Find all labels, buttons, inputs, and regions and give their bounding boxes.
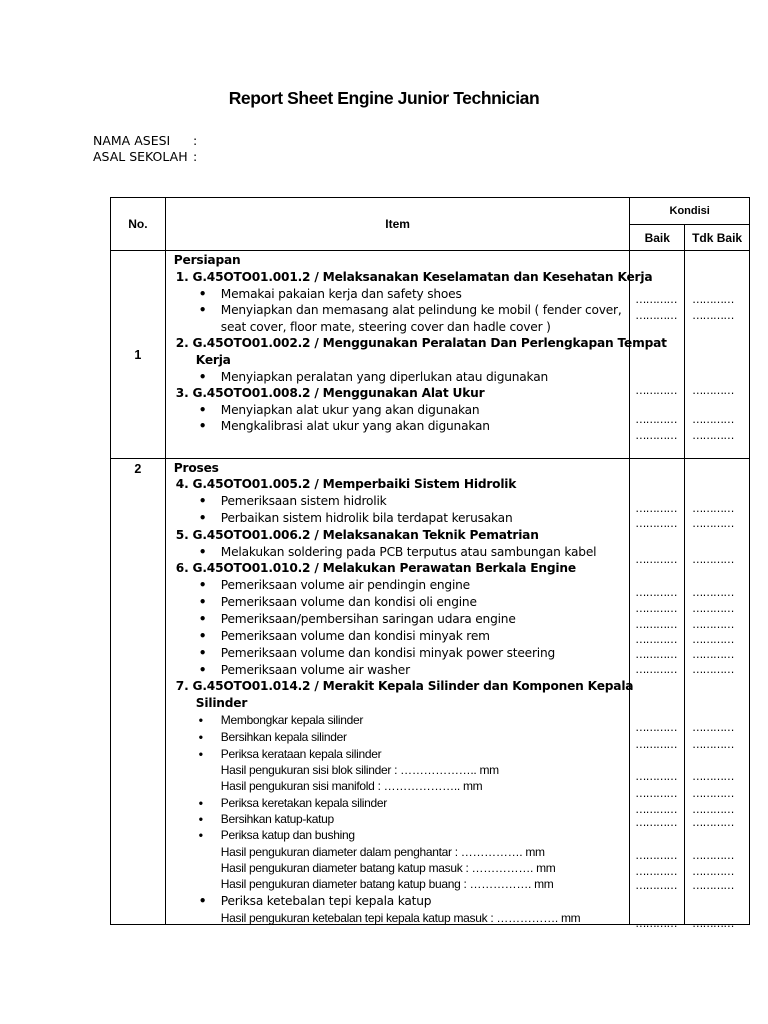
list-item: Kerja [195,353,231,367]
check-baik[interactable]: ………… [635,502,677,515]
check-baik[interactable]: ………… [635,648,677,661]
list-item: • Membongkar kepala silinder [221,713,363,727]
unit-heading: 4. G.45OTO01.005.2 / Memperbaiki Sistem Hidrolik [175,477,517,491]
row-items [165,459,634,925]
list-item: • Menyiapkan dan memasang alat pelindung ke mobil ( fender cover, [221,303,622,317]
check-tdk-baik[interactable]: ………… [692,770,734,783]
tdk-baik-column [685,459,750,930]
list-item: • Memakai pakaian kerja dan safety shoes [221,287,462,301]
baik-column [630,459,685,930]
list-item: Hasil pengukuran sisi blok silinder : ……………….. mm [220,763,499,777]
list-item: Hasil pengukuran diameter batang katup buang : ……………. mm [220,877,554,891]
unit-heading: 1. G.45OTO01.001.2 / Melaksanakan Keselamatan dan Kesehatan Kerja [175,270,653,284]
check-baik[interactable]: ………… [635,517,677,530]
check-baik[interactable]: ………… [635,865,677,878]
check-tdk-baik[interactable]: ………… [692,738,734,751]
check-baik[interactable]: ………… [635,429,677,442]
header-baik: Baik [630,225,685,251]
check-baik[interactable]: ………… [635,917,677,930]
section-label: Proses [173,461,219,475]
check-tdk-baik[interactable]: ………… [692,618,734,631]
list-item: Hasil pengukuran ketebalan tepi kepala katup masuk : ……………. mm [220,911,581,925]
check-tdk-baik[interactable]: ………… [692,721,734,734]
unit-heading: 5. G.45OTO01.006.2 / Melaksanakan Teknik Pematrian [175,528,539,542]
list-item: • Menyiapkan alat ukur yang akan digunakan [221,403,480,417]
header-kondisi: Kondisi [630,198,750,225]
check-tdk-baik[interactable]: ………… [692,309,734,322]
check-tdk-baik[interactable]: ………… [692,803,734,816]
list-item: Hasil pengukuran sisi manifold : ……………….. mm [220,779,483,793]
list-item: • Menyiapkan peralatan yang diperlukan atau digunakan [221,370,548,384]
meta-label: NAMA ASESI [93,133,171,148]
check-baik[interactable]: ………… [635,413,677,426]
check-baik[interactable]: ………… [635,309,677,322]
check-baik[interactable]: ………… [635,384,677,397]
check-baik[interactable]: ………… [635,849,677,862]
list-item: • Pemeriksaan volume air washer [221,663,410,677]
check-baik[interactable]: ………… [635,738,677,751]
list-item: • Pemeriksaan volume air pendingin engine [221,578,470,592]
check-baik[interactable]: ………… [635,816,677,829]
list-item: • Pemeriksaan volume dan kondisi minyak power steering [221,646,555,660]
check-baik[interactable]: ………… [635,787,677,800]
check-tdk-baik[interactable]: ………… [692,865,734,878]
list-item: • Mengkalibrasi alat ukur yang akan digunakan [221,419,490,433]
list-item: • Pemeriksaan volume dan kondisi minyak rem [221,629,490,643]
check-baik[interactable]: ………… [635,586,677,599]
meta-sep: : [193,133,198,148]
section-label: Persiapan [173,253,241,267]
check-tdk-baik[interactable]: ………… [692,384,734,397]
list-item: seat cover, floor mate, steering cover dan hadle cover ) [220,320,551,334]
header-item: Item [165,198,630,251]
check-tdk-baik[interactable]: ………… [692,787,734,800]
list-item: • Periksa ketebalan tepi kepala katup [221,894,432,908]
check-baik[interactable]: ………… [635,803,677,816]
check-baik[interactable]: ………… [635,770,677,783]
list-item: • Periksa katup dan bushing [221,828,355,842]
baik-column [630,251,685,459]
meta-asal-sekolah [93,149,197,164]
check-baik[interactable]: ………… [635,602,677,615]
meta-label: ASAL SEKOLAH [93,149,188,164]
unit-heading: 7. G.45OTO01.014.2 / Merakit Kepala Silinder dan Komponen Kepala [175,679,634,693]
check-baik[interactable]: ………… [635,618,677,631]
list-item: • Bersihkan kepala silinder [221,730,347,744]
check-tdk-baik[interactable]: ………… [692,648,734,661]
check-tdk-baik[interactable]: ………… [692,517,734,530]
list-item: Silinder [195,696,248,710]
list-item: • Bersihkan katup-katup [221,812,334,826]
check-tdk-baik[interactable]: ………… [692,849,734,862]
unit-heading: 3. G.45OTO01.008.2 / Menggunakan Alat Ukur [175,386,485,400]
list-item: • Pemeriksaan volume dan kondisi oli engine [221,595,477,609]
check-tdk-baik[interactable]: ………… [692,879,734,892]
check-baik[interactable]: ………… [635,663,677,676]
list-item: • Perbaikan sistem hidrolik bila terdapat kerusakan [221,511,513,525]
check-baik[interactable]: ………… [635,721,677,734]
list-item: Hasil pengukuran diameter dalam penghantar : ……………. mm [220,845,545,859]
check-tdk-baik[interactable]: ………… [692,586,734,599]
check-baik[interactable]: ………… [635,293,677,306]
row-number: 1 [111,251,166,459]
unit-heading: 6. G.45OTO01.010.2 / Melakukan Perawatan Berkala Engine [175,561,576,575]
list-item: • Melakukan soldering pada PCB terputus atau sambungan kabel [221,545,597,559]
unit-heading: 2. G.45OTO01.002.2 / Menggunakan Peralatan Dan Perlengkapan Tempat [175,336,667,350]
check-tdk-baik[interactable]: ………… [692,502,734,515]
row-items [165,251,667,459]
check-tdk-baik[interactable]: ………… [692,602,734,615]
check-tdk-baik[interactable]: ………… [692,293,734,306]
check-tdk-baik[interactable]: ………… [692,816,734,829]
list-item: Hasil pengukuran diameter batang katup masuk : ……………. mm [220,861,556,875]
check-tdk-baik[interactable]: ………… [692,917,734,930]
tdk-baik-column [685,251,750,459]
check-baik[interactable]: ………… [635,879,677,892]
check-tdk-baik[interactable]: ………… [692,429,734,442]
header-tdk-baik: Tdk Baik [685,225,750,251]
page-title: Report Sheet Engine Junior Technician [228,88,540,108]
check-tdk-baik[interactable]: ………… [692,663,734,676]
meta-nama-asesi [93,133,197,148]
list-item: • Periksa keretakan kepala silinder [221,796,387,810]
header-no: No. [111,198,166,251]
list-item: • Periksa kerataan kepala silinder [221,747,382,761]
list-item: • Pemeriksaan sistem hidrolik [221,494,387,508]
report-table [110,197,750,930]
meta-sep: : [193,149,198,164]
check-tdk-baik[interactable]: ………… [692,413,734,426]
row-number: 2 [111,459,166,925]
check-baik[interactable]: ………… [635,553,677,566]
check-tdk-baik[interactable]: ………… [692,553,734,566]
check-baik[interactable]: ………… [635,633,677,646]
list-item: • Pemeriksaan/pembersihan saringan udara engine [221,612,516,626]
check-tdk-baik[interactable]: ………… [692,633,734,646]
